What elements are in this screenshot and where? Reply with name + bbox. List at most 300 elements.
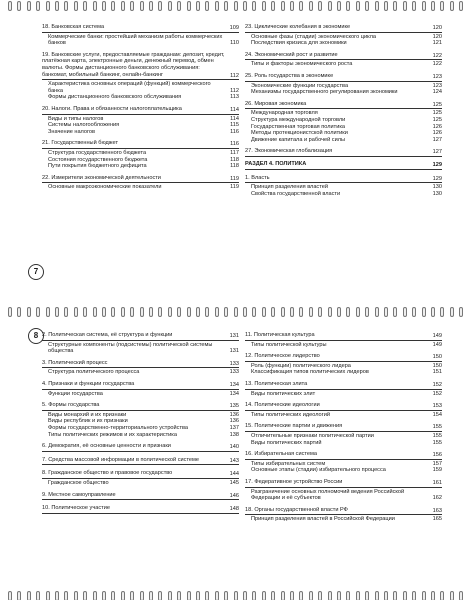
toc-entry-title: Структура государственного бюджета [48,149,147,156]
toc-page-number: 123 [432,73,442,80]
toc-subentry [245,130,442,137]
toc-page-number: 126 [432,130,442,137]
toc-page-number: 152 [432,390,442,397]
spiral-ring [205,591,209,600]
toc-subentry [42,412,239,419]
toc-subentry [245,110,442,117]
toc-page-number: 123 [432,82,442,89]
spiral-ring [412,1,416,11]
toc-entry-title: 7. Средства массовой информации в политической системе [42,456,200,463]
spiral-ring [299,591,303,600]
page-bottom [14,318,462,590]
spiral-ring [168,307,172,317]
toc-subentry [245,440,442,447]
toc-chapter-entry [245,148,442,157]
spiral-ring [140,307,144,317]
spiral-ring [36,307,40,317]
spiral-ring [46,1,50,11]
toc-page-number: 120 [432,25,442,31]
spiral-ring [187,307,191,317]
spiral-ring [346,1,350,11]
toc-chapter-entry [245,479,442,488]
toc-entry-title: 8. Гражданское общество и правовое государство [42,470,173,477]
toc-subentry [245,461,442,468]
toc-chapter-entry [42,52,239,80]
toc-entry-title: 16. Избирательная система [245,451,317,458]
toc-page-number: 112 [230,72,239,79]
toc-page-number: 130 [432,190,442,197]
toc-subentry [42,184,239,191]
spiral-ring [412,591,416,600]
toc-page-number: 133 [229,360,239,367]
spiral-ring [8,1,12,11]
toc-entry-title: 4. Признаки и функции государства [42,380,135,387]
toc-page-number: 134 [229,381,239,388]
toc-chapter-entry [42,360,239,369]
toc-page-number: 143 [229,457,239,464]
toc-subentry [245,412,442,419]
toc-entry-title: 18. Банковская система [42,24,105,30]
toc-entry-title: Роль (функции) политического лидера [251,362,351,369]
spiral-ring [149,591,153,600]
toc-subentry [245,61,442,68]
spiral-ring [393,307,397,317]
toc-page-number: 138 [229,431,239,438]
toc-page-number: 136 [229,418,239,425]
toc-page-number: 122 [432,61,442,68]
spiral-ring [177,591,181,600]
spiral-ring [121,307,125,317]
toc-chapter-entry [245,507,442,516]
spiral-ring [102,307,106,317]
toc-page-number: 130 [432,184,442,191]
spiral-ring [55,1,59,11]
toc-subentry [42,129,239,136]
spiral-ring [459,591,463,600]
toc-entry-title: Структура политического процесса [48,369,140,376]
toc-entry-title: 6. Демократия, её основные ценности и признаки [42,443,171,450]
toc-chapter-entry [42,402,239,411]
toc-entry-title: 15. Политические партии и движения [245,423,343,430]
toc-chapter-entry [42,175,239,184]
spiral-ring [450,1,454,11]
toc-subentry [245,363,442,370]
spiral-ring [281,591,285,600]
toc-chapter-entry [42,24,239,33]
toc-chapter-entry [245,101,442,110]
spiral-ring [252,591,256,600]
spiral-ring [271,307,275,317]
toc-page-number: 154 [432,411,442,418]
toc-page-number: 124 [432,89,442,96]
toc-subentry [245,342,442,349]
spiral-ring [17,1,21,11]
toc-entry-title: Формы дистанционного банковского обслуживания [48,94,182,101]
spiral-ring [8,307,12,317]
spiral-ring [459,1,463,11]
page-top [14,12,462,304]
toc-page-number: 121 [432,40,442,47]
page-number-badge: 8 [28,328,44,344]
toc-column-bottom-left [42,332,239,515]
toc-page-number: 162 [432,495,442,502]
toc-subentry [245,391,442,398]
spiral-ring [290,307,294,317]
spiral-ring [309,307,313,317]
toc-chapter-entry [245,24,442,33]
spiral-ring [299,307,303,317]
toc-entry-title: Разграничение основных полномочий ведения Российской Федерации и её субъектов [251,488,405,502]
spiral-ring [243,591,247,600]
toc-subentry [245,40,442,47]
toc-subentry [245,89,442,96]
toc-page-number: 113 [230,94,239,101]
spiral-ring [111,307,115,317]
spiral-ring [356,591,360,600]
toc-page-number: 155 [432,439,442,446]
spiral-ring [440,591,444,600]
toc-subentry [42,157,239,164]
spiral-ring [27,591,31,600]
spiral-ring [27,1,31,11]
toc-page-number: 134 [229,390,239,397]
spiral-ring [224,1,228,11]
toc-chapter-entry [245,353,442,362]
toc-page-number: 135 [229,403,239,410]
spiral-binding-bottom [0,590,466,600]
spiral-ring [205,307,209,317]
toc-subentry [245,433,442,440]
toc-section-heading [245,161,442,170]
spiral-ring [140,591,144,600]
spiral-ring [281,307,285,317]
spiral-ring [384,1,388,11]
toc-chapter-entry [245,381,442,390]
spiral-ring [356,1,360,11]
toc-chapter-entry [42,140,239,149]
spiral-ring [187,1,191,11]
toc-subentry [42,342,239,355]
spiral-ring [130,1,134,11]
spiral-ring [121,1,125,11]
toc-chapter-entry [245,423,442,432]
toc-page-number: 122 [432,52,442,59]
toc-entry-title: Виды и типы налогов [48,115,104,122]
toc-page-number: 151 [432,369,442,376]
spiral-ring [262,307,266,317]
toc-entry-title: 21. Государственный бюджет [42,140,119,147]
spiral-ring [111,591,115,600]
toc-column-top-right [245,24,442,197]
toc-entry-title: Международная торговля [251,110,318,117]
spiral-ring [177,1,181,11]
toc-subentry [42,34,239,47]
spiral-ring [140,1,144,11]
toc-entry-title: Движение капитала и рабочей силы [251,136,345,143]
spiral-ring [215,591,219,600]
spiral-ring [17,307,21,317]
spiral-ring [130,307,134,317]
spiral-ring [262,1,266,11]
spiral-ring [46,307,50,317]
spiral-ring [384,591,388,600]
toc-page-number: 152 [432,381,442,388]
toc-page-number: 159 [432,467,442,474]
toc-page-number: 137 [229,424,239,431]
toc-page-number: 119 [230,184,239,191]
toc-chapter-entry [42,492,239,501]
toc-page-number: 118 [230,156,239,163]
toc-entry-title: Виды монархий и их признаки [48,411,127,418]
toc-chapter-entry [245,175,442,184]
spiral-ring [196,307,200,317]
spiral-ring [422,1,426,11]
spiral-ring [234,1,238,11]
toc-subentry [42,116,239,123]
toc-subentry [42,432,239,439]
spiral-ring [224,591,228,600]
toc-page-number: 119 [230,175,239,182]
spiral-ring [365,591,369,600]
toc-column-top-left [42,24,239,191]
spiral-ring [422,307,426,317]
spiral-ring [158,1,162,11]
spiral-ring [309,591,313,600]
toc-page-number: 157 [432,460,442,467]
toc-page-number: 144 [229,471,239,478]
spiral-ring [64,1,68,11]
spiral-ring [252,307,256,317]
spiral-ring [375,307,379,317]
toc-page-number: 116 [230,141,239,148]
spiral-ring [318,307,322,317]
toc-entry-title: Типы политических идеологий [251,411,330,418]
spiral-ring [328,307,332,317]
spiral-ring [393,1,397,11]
spiral-ring [158,591,162,600]
toc-entry-title: 26. Мировая экономика [245,100,307,107]
spiral-ring [318,591,322,600]
toc-entry-title: 11. Политическая культура [245,332,315,338]
toc-subentry [245,369,442,376]
toc-page-number: 114 [230,106,239,113]
toc-page-number: 136 [229,411,239,418]
spiral-ring [177,307,181,317]
toc-subentry [42,418,239,425]
toc-entry-title: Механизмы государственного регулирования экономики [251,89,398,96]
toc-page-number: 109 [229,25,239,31]
toc-subentry [42,81,239,94]
toc-subentry [245,489,442,502]
spiral-binding-middle [0,306,466,318]
toc-entry-title: Виды республик и их признаки [48,418,128,425]
toc-page-number: 126 [432,123,442,130]
toc-entry-title: Функции государства [48,390,103,397]
spiral-ring [55,307,59,317]
toc-entry-title: Свойства государственной власти [251,190,341,197]
toc-entry-title: Основные фазы (стадии) экономического цикла [251,33,376,40]
toc-entry-title: 13. Политическая элита [245,380,308,387]
spiral-ring [17,591,21,600]
spiral-ring [74,307,78,317]
toc-entry-title: 27. Экономическая глобализация [245,148,333,155]
toc-entry-title: 24. Экономический рост и развитие [245,51,338,58]
toc-chapter-entry [42,381,239,390]
spiral-ring [27,307,31,317]
spiral-ring [83,1,87,11]
toc-subentry [42,122,239,129]
spiral-ring [83,591,87,600]
toc-page-number: 165 [432,516,442,523]
toc-column-bottom-right [245,332,442,523]
spiral-ring [74,591,78,600]
toc-subentry [245,184,442,191]
toc-page-number: 110 [230,40,239,47]
toc-entry-title: Пути покрытия бюджетного дефицита [48,163,147,170]
spiral-ring [290,591,294,600]
toc-page-number: 118 [230,163,239,170]
spiral-ring [130,591,134,600]
spiral-ring [262,591,266,600]
spiral-ring [431,591,435,600]
toc-entry-title: 10. Политическое участие [42,505,110,512]
toc-subentry [42,425,239,432]
toc-entry-title: 18. Органы государственной власти РФ [245,506,348,513]
toc-page-number: 131 [229,333,239,339]
spiral-ring [337,307,341,317]
toc-entry-title: Структурные компоненты (подсистемы) политической системы общества [48,341,213,355]
spiral-ring [431,1,435,11]
toc-entry-title: Государственная торговая политика [251,123,346,130]
spiral-ring [8,591,12,600]
toc-entry-title: Типы и факторы экономического роста [251,61,353,68]
toc-subentry [245,191,442,198]
spiral-ring [149,1,153,11]
spiral-ring [243,1,247,11]
toc-page-number: 148 [229,506,239,513]
toc-entry-title: 5. Формы государства [42,402,100,409]
toc-page-number: 163 [432,507,442,514]
toc-page-number: 149 [432,341,442,348]
toc-chapter-entry [245,73,442,82]
spiral-ring [440,1,444,11]
toc-entry-title: 19. Банковские услуги, предоставляемые гражданам: депозит, кредит, платёжная карта, электронные деньги, денежный перевод, обмен валюты. Формы дистанционного банковского обслуживания: банкомат, мобильный банкинг, онлайн-банкинг [42,51,225,78]
spiral-ring [356,307,360,317]
spiral-ring [403,1,407,11]
spiral-ring [346,591,350,600]
toc-entry-title: 9. Местное самоуправление [42,491,116,498]
toc-page-number: 114 [230,115,239,122]
spiral-ring [412,307,416,317]
spiral-ring [64,591,68,600]
spiral-ring [440,307,444,317]
spiral-ring [234,591,238,600]
toc-page-number: 125 [432,101,442,108]
toc-subentry [245,117,442,124]
spiral-ring [375,1,379,11]
spiral-ring [121,591,125,600]
toc-entry-title: Коммерческие банки: простейший механизм работы коммерческих банков [48,33,223,47]
spiral-ring [337,591,341,600]
spiral-ring [46,591,50,600]
toc-chapter-entry [245,52,442,61]
toc-subentry [42,150,239,157]
toc-entry-title: Отличительные признаки политической партии [251,432,374,439]
spiral-ring [450,591,454,600]
toc-entry-title: Значение налогов [48,128,95,135]
toc-subentry [42,391,239,398]
toc-entry-title: Характеристика основных операций (функций) коммерческого банка [48,81,211,94]
spiral-ring [111,1,115,11]
spiral-ring [271,591,275,600]
spiral-ring [450,307,454,317]
toc-chapter-entry [42,505,239,514]
spiral-ring [252,1,256,11]
spiral-ring [422,591,426,600]
toc-entry-title: Виды политических партий [251,439,322,446]
spiral-ring [281,1,285,11]
toc-page-number: 150 [432,362,442,369]
toc-subentry [42,94,239,101]
toc-entry-title: Экономические функции государства [251,82,349,89]
spiral-ring [403,307,407,317]
spiral-ring [346,307,350,317]
toc-subentry [42,163,239,170]
toc-page-number: 149 [432,333,442,339]
spiral-ring [196,591,200,600]
spiral-ring [337,1,341,11]
toc-page-number: 133 [229,369,239,376]
spiral-ring [93,307,97,317]
spiral-ring [158,307,162,317]
toc-entry-title: Основные этапы (стадии) избирательного процесса [251,467,386,474]
toc-entry-title: Гражданское общество [48,479,109,486]
toc-chapter-entry [42,470,239,479]
toc-subentry [245,34,442,41]
toc-page-number: 125 [432,116,442,123]
toc-entry-title: 25. Роль государства в экономике [245,72,334,79]
toc-page-number: 116 [230,128,239,135]
spiral-binding-top [0,0,466,12]
toc-chapter-entry [42,106,239,115]
toc-entry-title: РАЗДЕЛ 4. ПОЛИТИКА [245,160,307,167]
toc-page-number: 127 [432,136,442,143]
spiral-ring [93,591,97,600]
toc-entry-title: 3. Политический процесс [42,359,108,366]
spiral-ring [403,591,407,600]
toc-entry-title: Типы избирательных систем [251,460,326,467]
toc-page-number: 131 [229,348,239,355]
spiral-ring [36,591,40,600]
toc-chapter-entry [42,443,239,452]
toc-subentry [245,137,442,144]
spiral-ring [431,307,435,317]
toc-subentry [42,480,239,487]
spiral-ring [328,591,332,600]
toc-chapter-entry [42,332,239,341]
spiral-ring [55,591,59,600]
spiral-ring [299,1,303,11]
toc-entry-title: Формы государственно-территориального устройства [48,424,189,431]
spiral-ring [102,591,106,600]
toc-page-number: 153 [432,403,442,410]
spiral-ring [309,1,313,11]
spiral-ring [318,1,322,11]
spiral-ring [393,591,397,600]
spiral-ring [64,307,68,317]
toc-page-number: 112 [230,87,239,94]
toc-entry-title: Структура международной торговли [251,116,346,123]
